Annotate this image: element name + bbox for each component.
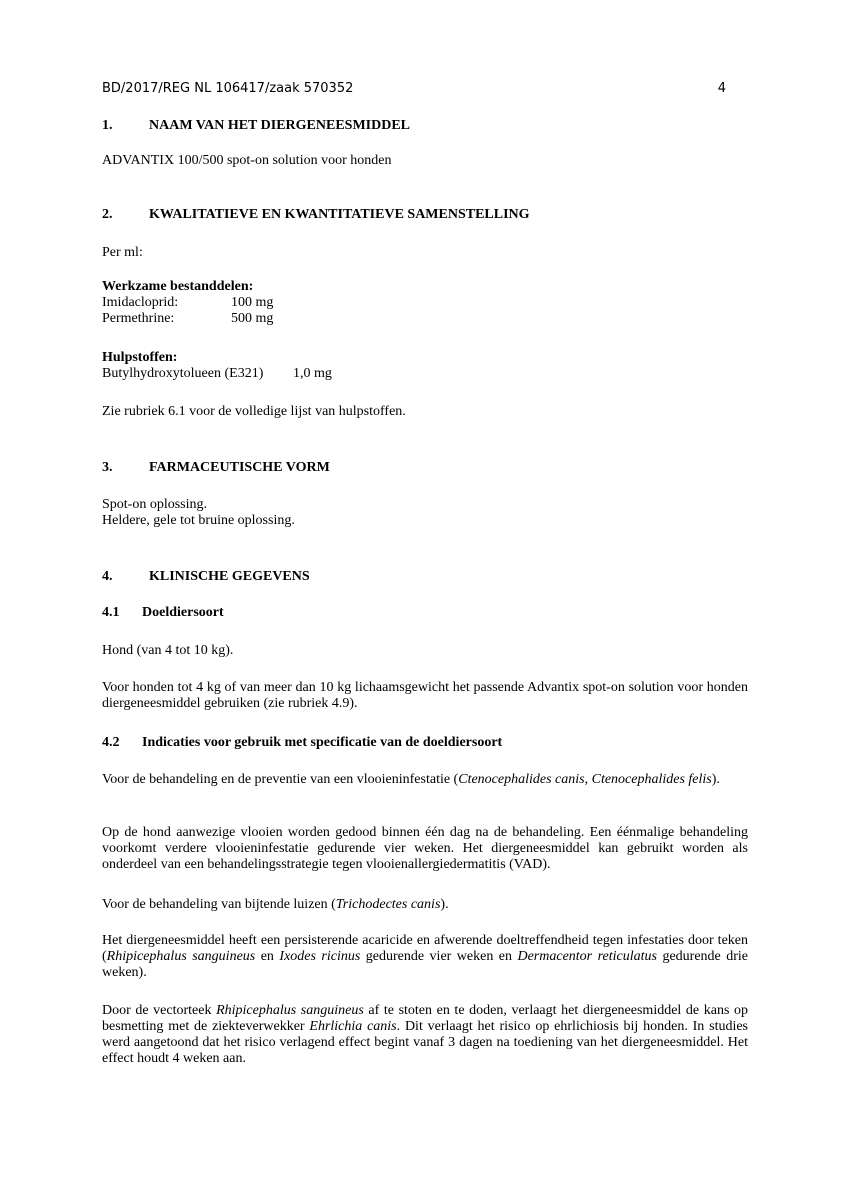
section-4-title: KLINISCHE GEGEVENS	[149, 569, 310, 584]
section-2-title: KWALITATIEVE EN KWANTITATIEVE SAMENSTELLING	[149, 207, 530, 222]
form-line-1: Spot-on oplossing.	[102, 497, 208, 512]
section-1-number: 1.	[102, 118, 113, 133]
section-4-1-number: 4.1	[102, 605, 120, 620]
section-3-heading	[102, 460, 748, 476]
active-ingredient-row	[102, 295, 748, 311]
target-species: Hond (van 4 tot 10 kg).	[102, 643, 234, 658]
section-2-number: 2.	[102, 207, 113, 222]
section-3-number: 3.	[102, 460, 113, 475]
indication-paragraph-1: Voor de behandeling en de preventie van een vlooieninfestatie (Ctenocephalides canis, Ctenocephalides felis).	[102, 772, 720, 787]
indication-paragraph-3: Voor de behandeling van bijtende luizen (Trichodectes canis).	[102, 897, 449, 912]
product-name: ADVANTIX 100/500 spot-on solution voor honden	[102, 153, 392, 168]
excipient-note: Zie rubriek 6.1 voor de volledige lijst van hulpstoffen.	[102, 404, 406, 419]
excipient-name: Butylhydroxytolueen (E321)	[102, 366, 264, 381]
section-4-2-title: Indicaties voor gebruik met specificatie van de doeldiersoort	[142, 735, 503, 750]
indication-paragraph-5: Door de vectorteek Rhipicephalus sanguineus af te stoten en te doden, verlaagt het diergeneesmiddel de kans op besmetting met de ziekteverwekker Ehrlichia canis. Dit verlaagt het risico op ehrlichiosis bij honden. In studies werd aangetoond dat het risico verlagend effect begint vanaf 3 dagen na toediening van het diergeneesmiddel. Het effect houdt 4 weken aan.	[102, 1003, 749, 1066]
target-species-note: Voor honden tot 4 kg of van meer dan 10 kg lichaamsgewicht het passende Advantix spot-on solution voor honden diergeneesmiddel gebruiken (zie rubriek 4.9).	[102, 680, 748, 711]
active-ingredients	[102, 279, 748, 327]
section-4-1-heading	[102, 605, 748, 621]
ingredient-name: Imidacloprid:	[102, 295, 179, 310]
section-2-heading	[102, 207, 748, 223]
page-number: 4	[717, 81, 726, 96]
form-line-2: Heldere, gele tot bruine oplossing.	[102, 513, 295, 528]
ingredient-name: Permethrine:	[102, 311, 175, 326]
indication-paragraph-2: Op de hond aanwezige vlooien worden gedood binnen één dag na de behandeling. Een éénmalige behandeling voorkomt verdere vlooieninfestatie gedurende vier weken. Het diergeneesmiddel kan gebruikt worden als onderdeel van een behandelingsstrategie tegen vlooienallergiedermatitis (VAD).	[102, 825, 748, 872]
excipient-amount: 1,0 mg	[293, 366, 332, 381]
excipient-row	[102, 366, 748, 382]
section-3-title: FARMACEUTISCHE VORM	[149, 460, 330, 475]
active-ingredient-row	[102, 311, 748, 327]
document-reference: BD/2017/REG NL 106417/zaak 570352	[102, 81, 354, 96]
active-ingredients-heading: Werkzame bestanddelen:	[102, 279, 254, 294]
section-4-1-title: Doeldiersoort	[142, 605, 224, 620]
ingredient-amount: 500 mg	[231, 311, 274, 326]
indication-paragraph-4: Het diergeneesmiddel heeft een persisterende acaricide en afwerende doeltreffendheid tegen infestaties door teken (Rhipicephalus sanguineus en Ixodes ricinus gedurende vier weken en Dermacentor reticulatus gedurende drie weken).	[102, 933, 748, 980]
section-4-2-number: 4.2	[102, 735, 120, 750]
excipients	[102, 350, 748, 382]
excipients-heading: Hulpstoffen:	[102, 350, 178, 365]
section-4-number: 4.	[102, 569, 113, 584]
per-ml-label: Per ml:	[102, 245, 143, 260]
section-4-heading	[102, 569, 748, 585]
ingredient-amount: 100 mg	[231, 295, 274, 310]
page-header	[102, 81, 726, 96]
section-4-2-heading	[102, 735, 748, 751]
pharmaceutical-form	[102, 497, 748, 529]
section-1-title: NAAM VAN HET DIERGENEESMIDDEL	[149, 118, 410, 133]
section-1-heading	[102, 118, 748, 134]
